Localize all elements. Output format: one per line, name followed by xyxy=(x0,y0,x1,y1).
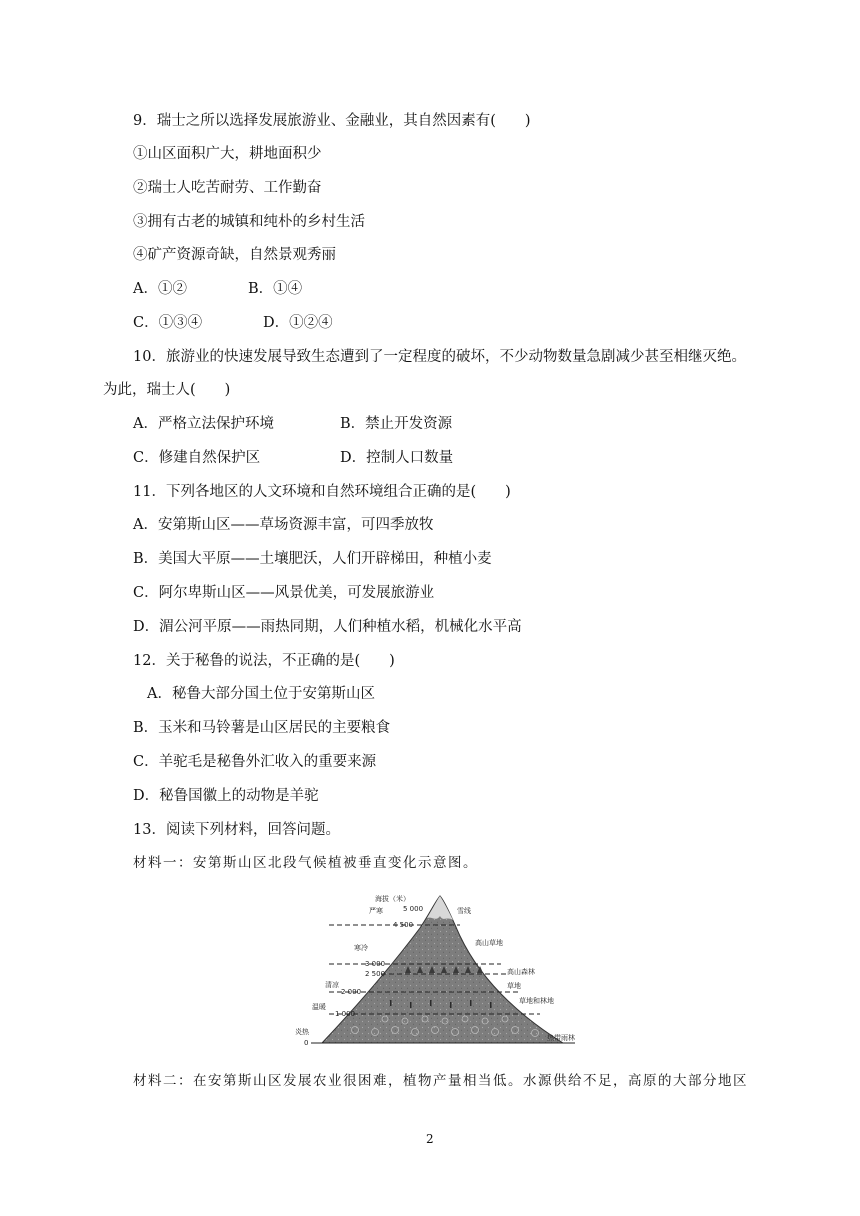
q10-option-c: C．修建自然保护区 xyxy=(133,450,261,466)
q11-option-b: B．美国大平原——土壤肥沃，人们开辟梯田，种植小麦 xyxy=(133,551,492,567)
q12-option-b: B．玉米和马铃薯是山区居民的主要粮食 xyxy=(133,720,391,736)
q10-option-d: D．控制人口数量 xyxy=(340,450,454,466)
q9-item-1: ①山区面积广大，耕地面积少 xyxy=(133,146,322,162)
tick-3000: 3 000 xyxy=(365,960,386,968)
vegetation-snow-line: 雪线 xyxy=(457,907,471,915)
q9-option-a: A．①② xyxy=(133,281,187,297)
q11-option-c: C．阿尔卑斯山区——风景优美，可发展旅游业 xyxy=(133,585,435,601)
q9-item-3: ③拥有古老的城镇和纯朴的乡村生活 xyxy=(133,214,365,230)
tick-5000: 5 000 xyxy=(403,905,424,913)
q9-option-b: B．①④ xyxy=(248,281,303,297)
q10-option-b: B．禁止开发资源 xyxy=(340,416,453,432)
altitude-axis-title: 海拔（米） xyxy=(375,895,410,903)
q9-item-4: ④矿产资源奇缺，自然景观秀丽 xyxy=(133,247,336,263)
q10-stem-line-1: 10．旅游业的快速发展导致生态遭到了一定程度的破坏，不少动物数量急剧减少甚至相继灭绝。 xyxy=(133,349,746,365)
vegetation-grass-and-woodland: 草地和林地 xyxy=(519,997,554,1005)
vegetation-grassland: 草地 xyxy=(507,982,521,990)
q12-option-c: C．羊驼毛是秘鲁外汇收入的重要来源 xyxy=(133,754,377,770)
q13-stem: 13．阅读下列材料，回答问题。 xyxy=(133,822,340,838)
q9-item-2: ②瑞士人吃苦耐劳、工作勤奋 xyxy=(133,180,322,196)
vegetation-alpine-meadow: 高山草地 xyxy=(475,939,503,947)
tick-2000: 2 000 xyxy=(341,988,362,996)
q10-stem-line-2: 为此，瑞士人( ) xyxy=(103,382,231,398)
vegetation-tropical-rainforest: 热带雨林 xyxy=(547,1034,575,1042)
q11-option-a: A．安第斯山区——草场资源丰富，可四季放牧 xyxy=(133,517,434,533)
climate-hot: 炎热 xyxy=(295,1028,309,1036)
q11-stem: 11．下列各地区的人文环境和自然环境组合正确的是( ) xyxy=(133,484,511,500)
tick-2500: 2 500 xyxy=(365,970,386,978)
q12-option-a: A．秘鲁大部分国土位于安第斯山区 xyxy=(147,686,375,702)
climate-cool: 清凉 xyxy=(325,981,339,989)
mountain-diagram xyxy=(295,888,595,1050)
q13-material-1: 材料一：安第斯山区北段气候植被垂直变化示意图。 xyxy=(133,855,478,871)
q11-option-d: D．湄公河平原——雨热同期，人们种植水稻，机械化水平高 xyxy=(133,619,522,635)
climate-warm: 温暖 xyxy=(312,1003,326,1011)
q12-stem: 12．关于秘鲁的说法，不正确的是( ) xyxy=(133,653,395,669)
tick-1000: 1 000 xyxy=(335,1010,356,1018)
q9-stem: 9．瑞士之所以选择发展旅游业、金融业，其自然因素有( ) xyxy=(133,113,531,129)
climate-cold: 寒冷 xyxy=(354,944,368,952)
q13-material-2: 材料二：在安第斯山区发展农业很困难，植物产量相当低。水源供给不足，高原的大部分地区 xyxy=(133,1073,748,1089)
tick-0: 0 xyxy=(304,1039,309,1047)
q10-option-a: A．严格立法保护环境 xyxy=(133,416,274,432)
vegetation-alpine-forest: 高山森林 xyxy=(507,968,535,976)
tick-4500: 4 500 xyxy=(393,921,414,929)
climate-severe-cold: 严寒 xyxy=(369,907,383,915)
q9-option-c: C．①③④ xyxy=(133,315,203,331)
andes-zonation-figure xyxy=(295,888,595,1050)
page-number: 2 xyxy=(426,1132,434,1146)
q9-option-d: D．①②④ xyxy=(263,315,333,331)
q12-option-d: D．秘鲁国徽上的动物是羊驼 xyxy=(133,788,319,804)
